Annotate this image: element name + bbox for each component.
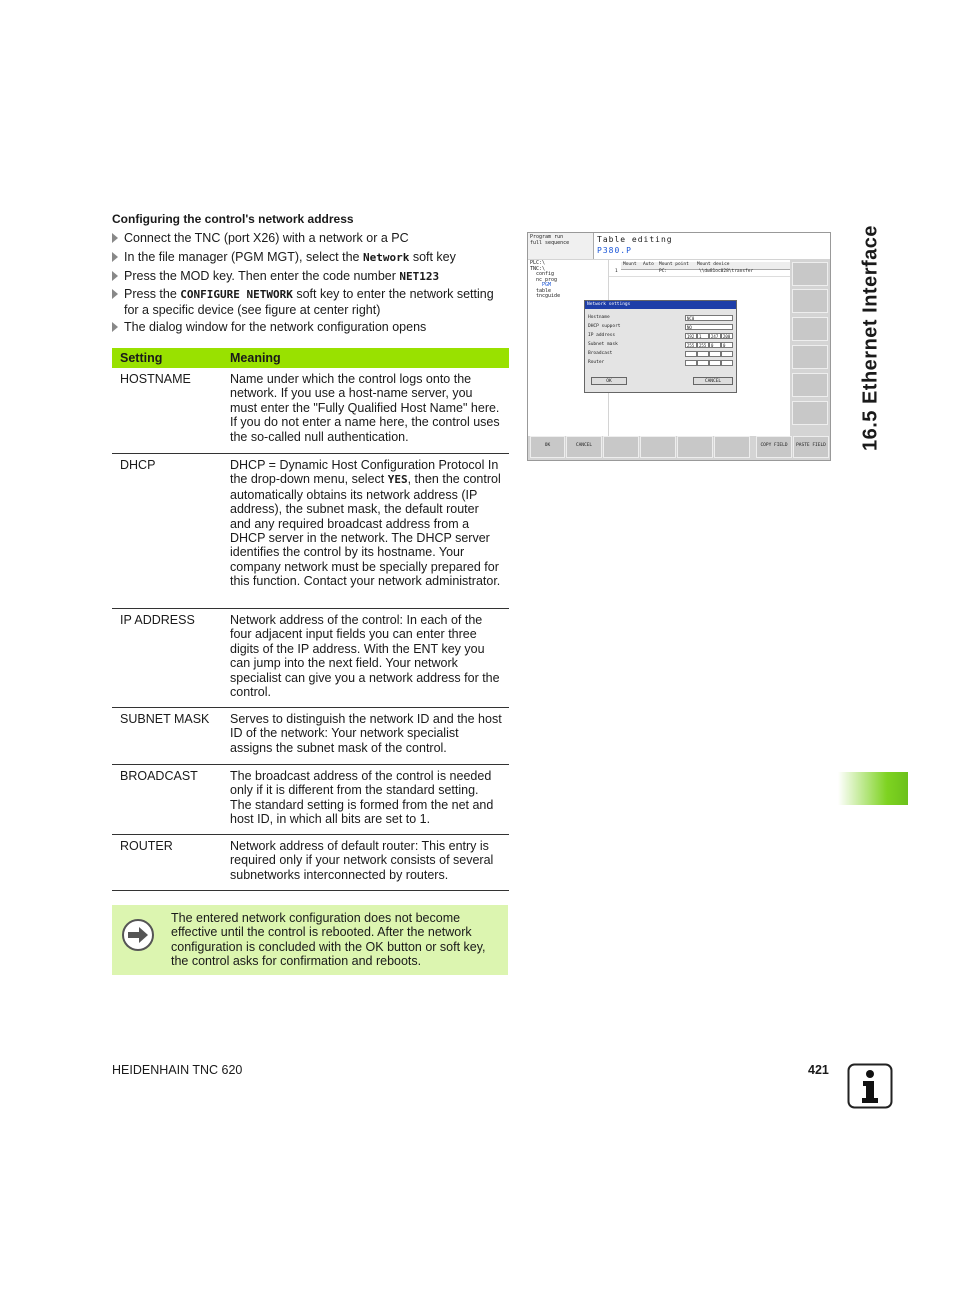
- step-item: Press the CONFIGURE NETWORK soft key to enter the network setting for a specific device (see figure at center right): [112, 287, 512, 317]
- broadcast-field-2[interactable]: [697, 351, 709, 357]
- mode-indicator: Program run full sequence: [528, 233, 594, 259]
- ip-field-3[interactable]: 247: [709, 333, 721, 339]
- arrow-right-circle-icon: [121, 918, 155, 952]
- tree-item[interactable]: nc_prog: [536, 276, 558, 283]
- softkey-empty[interactable]: [603, 436, 639, 458]
- dhcp-select[interactable]: NO: [685, 324, 733, 330]
- note-text: The entered network configuration does not become effective until the control is rebooted. After the network configuration is concluded with the OK button or soft key, the control asks for confirmation and reboots.: [171, 911, 486, 969]
- screen-header: Table editing P380.P: [594, 233, 830, 259]
- broadcast-field-4[interactable]: [721, 351, 733, 357]
- tree-item[interactable]: table: [536, 287, 552, 294]
- network-settings-dialog: Network settings Hostname DHCP support IP address Subnet mask Broadcast Router NC0 NO 192 1 247 200 255 255 0 0 OK CANCEL: [584, 300, 737, 393]
- table-header: Setting Meaning: [112, 348, 509, 368]
- bullet-triangle-icon: [112, 271, 118, 281]
- note-box: [112, 905, 508, 975]
- softkey-paste-field[interactable]: PASTE FIELD: [793, 436, 829, 458]
- mask-field-4[interactable]: 0: [721, 342, 733, 348]
- router-field-1[interactable]: [685, 360, 697, 366]
- mask-field-3[interactable]: 0: [709, 342, 721, 348]
- chapter-tab-marker: [838, 772, 908, 805]
- router-field-4[interactable]: [721, 360, 733, 366]
- table-row: SUBNET MASK Serves to distinguish the network ID and the host ID of the network: Your network specialist assigns the subnet mask of the control.: [112, 708, 509, 765]
- tree-item[interactable]: tncguide: [536, 293, 561, 299]
- broadcast-field-3[interactable]: [709, 351, 721, 357]
- settings-table: [112, 348, 509, 891]
- table-row: HOSTNAME Name under which the control logs onto the network. If you use a host-name server, you must enter the "Fully Qualified Host Name" here. If you do not enter a name here, the control uses the so-called null authentication.: [112, 368, 509, 454]
- bullet-triangle-icon: [112, 233, 118, 243]
- ip-field-2[interactable]: 1: [697, 333, 709, 339]
- footer-product: HEIDENHAIN TNC 620: [112, 1063, 243, 1077]
- tree-item[interactable]: TNC:\: [530, 265, 546, 272]
- mount-table-header: Mount Auto Mount point Mount device: [621, 262, 790, 270]
- tnc-screenshot: [527, 232, 831, 461]
- table-row: ROUTER Network address of default router: This entry is required only if your network consists of several subnetworks interconnected by routers.: [112, 835, 509, 891]
- softkey-empty[interactable]: [714, 436, 750, 458]
- softkey-cancel[interactable]: CANCEL: [566, 436, 602, 458]
- table-row: DHCP DHCP = Dynamic Host Configuration Protocol In the drop-down menu, select YES, then the control automatically obtains its network address (IP address), the subnet mask, the default router and any required broadcast address from a DHCP server in the network. The DHCP server identifies the control by its hostname. Your company network must be specially prepared for this function. Contact your network administrator.: [112, 454, 509, 609]
- step-item: In the file manager (PGM MGT), select the Network soft key: [112, 250, 512, 266]
- step-item: The dialog window for the network configuration opens: [112, 320, 512, 335]
- vertical-softkey[interactable]: [792, 345, 828, 369]
- tree-item[interactable]: PGM: [542, 282, 552, 288]
- softkey-empty[interactable]: [677, 436, 713, 458]
- dialog-cancel-button[interactable]: CANCEL: [693, 377, 733, 385]
- vertical-softkey[interactable]: [792, 289, 828, 313]
- broadcast-field-1[interactable]: [685, 351, 697, 357]
- info-icon: [847, 1063, 893, 1109]
- section-heading: Configuring the control's network address: [112, 212, 354, 226]
- bullet-triangle-icon: [112, 252, 118, 262]
- softkey-ok[interactable]: OK: [530, 436, 565, 458]
- mask-field-1[interactable]: 255: [685, 342, 697, 348]
- softkey-empty[interactable]: [640, 436, 676, 458]
- table-row: BROADCAST The broadcast address of the control is needed only if it is different from the standard setting. The standard setting is formed from the net and host ID, in which all bits are set to 1.: [112, 765, 509, 835]
- hostname-field[interactable]: NC0: [685, 315, 733, 321]
- ip-field-1[interactable]: 192: [685, 333, 697, 339]
- vertical-softkey[interactable]: [792, 373, 828, 397]
- ip-field-4[interactable]: 200: [721, 333, 733, 339]
- mask-field-2[interactable]: 255: [697, 342, 709, 348]
- vertical-softkey[interactable]: [792, 317, 828, 341]
- mount-table-row[interactable]: 1 PC: \\dw81oc028\transfer: [609, 269, 790, 277]
- step-item: Press the MOD key. Then enter the code number NET123: [112, 269, 512, 285]
- bullet-triangle-icon: [112, 322, 118, 332]
- side-chapter-title: 16.5 Ethernet Interface: [859, 224, 882, 451]
- bullet-triangle-icon: [112, 289, 118, 299]
- step-item: Connect the TNC (port X26) with a network or a PC: [112, 231, 512, 246]
- vertical-softkey[interactable]: [792, 262, 828, 286]
- tree-item[interactable]: config: [536, 271, 555, 277]
- table-row: IP ADDRESS Network address of the control: In each of the four adjacent input fields you can enter three digits of the IP address. With the ENT key you can jump into the next field. Your network specialist can give you a network address for the control.: [112, 609, 509, 708]
- router-field-2[interactable]: [697, 360, 709, 366]
- tree-item[interactable]: PLC:\: [530, 260, 546, 266]
- softkey-copy-field[interactable]: COPY FIELD: [756, 436, 792, 458]
- router-field-3[interactable]: [709, 360, 721, 366]
- dialog-ok-button[interactable]: OK: [591, 377, 627, 385]
- page-number: 421: [808, 1063, 829, 1077]
- vertical-softkey[interactable]: [792, 401, 828, 425]
